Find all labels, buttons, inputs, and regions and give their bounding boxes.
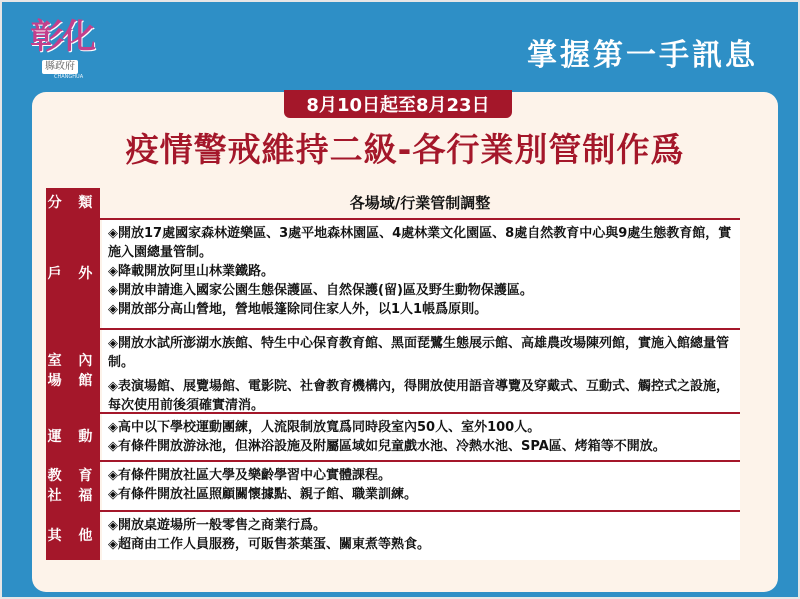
date-banner: 8月10日起至8月23日	[284, 90, 512, 118]
logo-main-text: 彰化	[30, 17, 94, 57]
category-cell: 其 他	[46, 512, 102, 560]
content-cell	[102, 512, 740, 560]
regulation-table	[46, 188, 740, 560]
page-title: 疫情警戒維持二級-各行業別管制作爲	[125, 130, 685, 169]
table-row	[46, 330, 740, 414]
category-cell: 戶 外	[46, 220, 102, 328]
content-cell	[102, 462, 740, 510]
list-item: ◈開放桌遊場所一般零售之商業行爲。	[108, 518, 326, 533]
list-item: ◈開放17處國家森林遊樂區、3處平地森林園區、4處林業文化園區、8處自然教育中心與9處生態教育館，實施入園總量管制。	[108, 226, 732, 260]
changhua-logo	[18, 14, 114, 80]
list-item: ◈開放部分高山營地，營地帳篷除同住家人外，以1人1帳爲原則。	[108, 302, 488, 317]
content-cell	[102, 220, 740, 328]
list-item: ◈開放水試所澎湖水族館、特生中心保育教育館、黑面琵鷺生態展示館、高雄農改場陳列館，實施入館總量管制。	[108, 336, 729, 370]
category-cell: 運 動	[46, 414, 102, 460]
header-content-cell: 各場域/行業管制調整	[102, 188, 740, 218]
list-item: ◈有條件開放社區大學及樂齡學習中心實體課程。	[108, 468, 391, 483]
list-item: ◈開放申請進入國家公園生態保護區、自然保護(留)區及野生動物保護區。	[108, 283, 533, 298]
slogan: 掌握第一手訊息	[527, 38, 758, 73]
logo-sub-text: 縣政府	[42, 60, 78, 74]
table-row	[46, 220, 740, 330]
category-cell: 室 內 場 館	[46, 330, 102, 412]
header-category-cell: 分 類	[46, 188, 102, 218]
list-item: ◈有條件開放游泳池，但淋浴設施及附屬區域如兒童戲水池、冷熱水池、SPA區、烤箱等不開放。	[108, 439, 666, 454]
content-cell	[102, 330, 740, 412]
table-row	[46, 462, 740, 512]
table-header-row	[46, 188, 740, 220]
table-row	[46, 512, 740, 560]
list-item: ◈超商由工作人員服務，可販售茶葉蛋、關東煮等熟食。	[108, 537, 430, 552]
category-cell: 教 育 社 福	[46, 462, 102, 510]
content-cell	[102, 414, 740, 460]
list-item: ◈有條件開放社區照顧關懷據點、親子館、職業訓練。	[108, 487, 417, 502]
logo-tag-text: CHANGHUA	[54, 74, 84, 80]
list-item: ◈高中以下學校運動團練，人流限制放寬爲同時段室內50人、室外100人。	[108, 420, 541, 435]
list-item: ◈降載開放阿里山林業鐵路。	[108, 264, 274, 279]
list-item: ◈表演場館、展覽場館、電影院、社會教育機構內，得開放使用語音導覽及穿戴式、互動式、觸控式之設施，每次使用前後須確實清消。	[108, 379, 729, 413]
table-row	[46, 414, 740, 462]
